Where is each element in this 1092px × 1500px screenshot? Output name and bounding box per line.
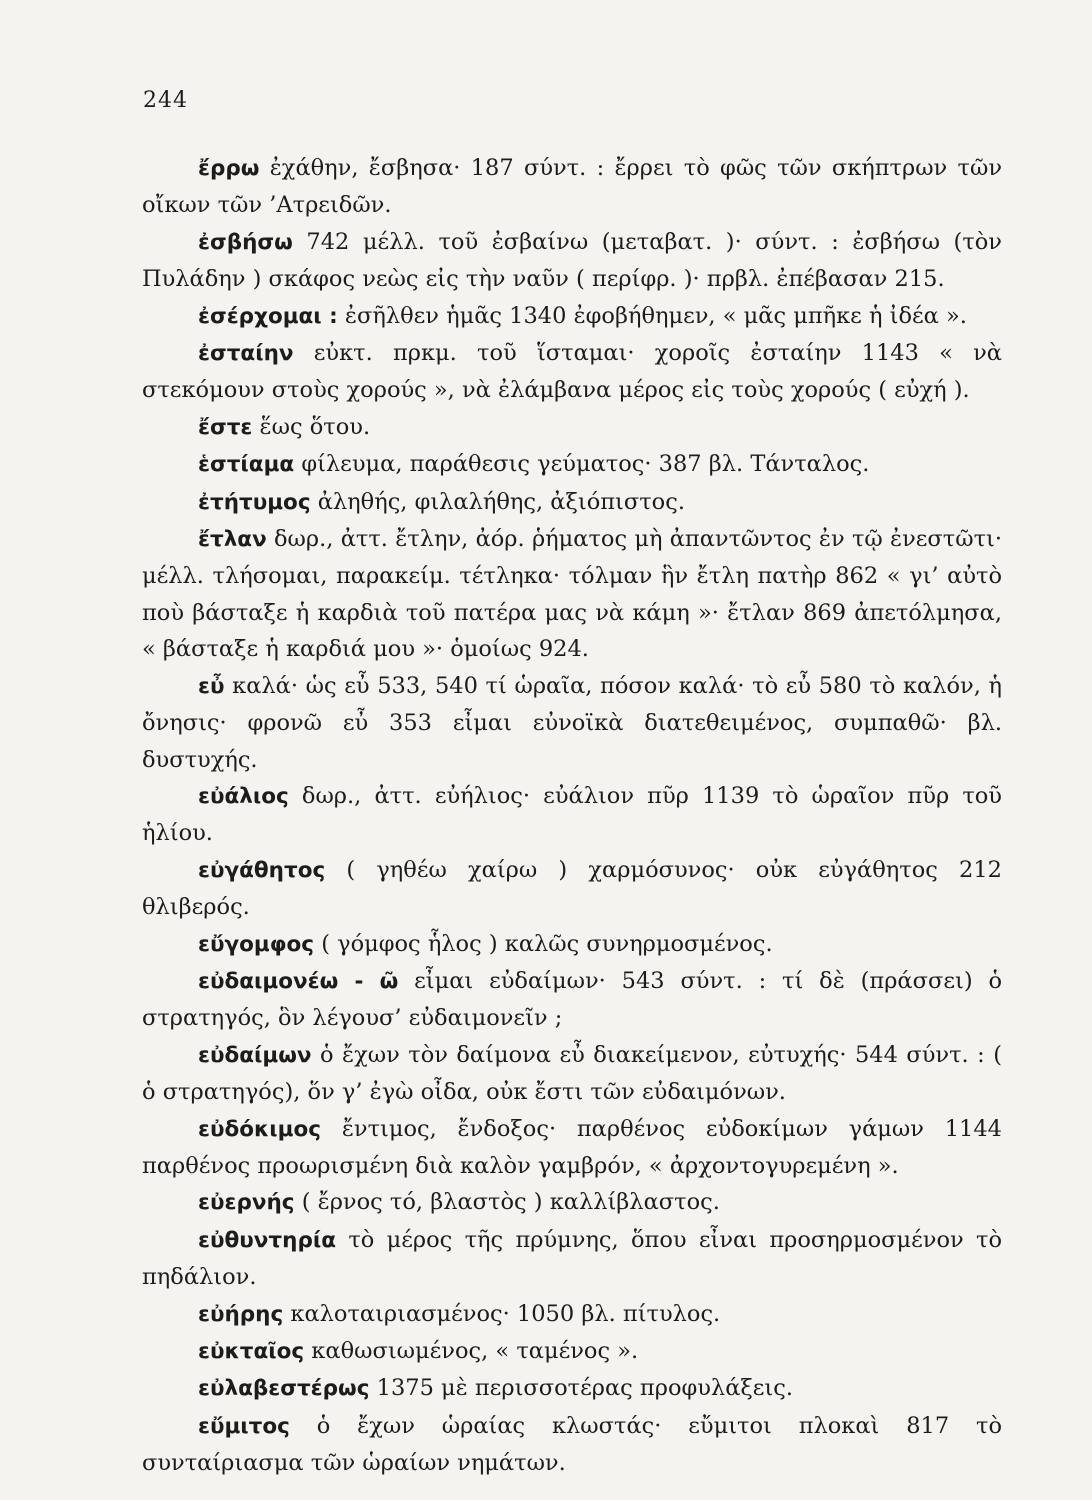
glossary-entry [142,484,1002,521]
headword: ἔρρω [198,156,260,181]
definition: τὸ μέρος τῆς πρύμνης, ὅπου εἶναι προσηρμοσμένον τὸ πηδάλιον. [142,1226,1002,1291]
glossary-entry [142,1111,1002,1185]
headword: εὐδόκιμος [198,1116,322,1142]
headword: ἔστε [198,414,253,440]
glossary-entry [142,521,1002,668]
glossary-entry [142,1037,1002,1111]
definition: ( γόμφος ἧλος ) καλῶς συνηρμοσμένος. [314,930,773,957]
headword: εὐάλιος [198,783,289,809]
glossary-entry [142,1370,1002,1407]
headword: εὔμιτος [198,1413,290,1439]
glossary-entry [142,1296,1002,1333]
definition: καλοταιριασμένος· 1050 βλ. πίτυλος. [283,1300,721,1327]
definition: εἶμαι εὐδαίμων· 543 σύντ. : τί δὲ (πράσσει) ὁ στρατηγός, ὃν λέγουσ’ εὐδαιμονεῖν ; [142,967,1002,1032]
definition: ( ἔρνος τό, βλαστὸς ) καλλίβλαστος. [294,1189,720,1216]
definition: καλά· ὡς εὖ 533, 540 τί ὡραῖα, πόσον καλά· τὸ εὖ 580 τὸ καλόν, ἡ ὄνησις· φρονῶ εὖ 353 εἶμαι εὐνοϊκὰ διατεθειμένος, συμπαθῶ· βλ. δυστυχής. [142,672,1002,773]
definition: δωρ., ἀττ. ἔτλην, ἀόρ. ῥήματος μὴ ἀπαντῶντος ἐν τῷ ἐνεστῶτι· μέλλ. τλήσομαι, παρακείμ. τέτληκα· τόλμαν ἣν ἔτλη πατὴρ 862 « γι’ αὐτὸ ποὺ βάσταξε ἡ καρδιὰ τοῦ πατέρα μας νὰ κάμη »· ἔτλαν 869 ἀπετόλμησα, « βάσταξε ἡ καρδιά μου »· ὁμοίως 924. [142,526,1002,663]
definition: ( γηθέω χαίρω ) χαρμόσυνος· οὐκ εὐγάθητος 212 θλιβερός. [142,856,1002,921]
definition: ἐχάθην, ἔσβησα· 187 σύντ. : ἔρρει τὸ φῶς τῶν σκήπτρων τῶν οἴκων τῶν ’Ατρειδῶν. [142,155,1002,219]
definition: ὁ ἔχων ὡραίας κλωστάς· εὔμιτοι πλοκαὶ 817 τὸ συνταίριασμα τῶν ὡραίων νημάτων. [142,1412,1002,1477]
glossary-entries [142,150,1002,1482]
glossary-entry [142,1333,1002,1370]
glossary-entry [142,446,1002,483]
glossary-entry [142,298,1002,335]
definition: ἀληθής, φιλαλήθης, ἀξιόπιστος. [310,488,685,515]
definition: εὐκτ. πρκμ. τοῦ ἵσταμαι· χοροῖς ἐσταίην 1143 « νὰ στεκόμουν στοὺς χορούς », νὰ ἐλάμβανα μέρος εἰς τοὺς χορούς ( εὐχή ). [142,340,1002,404]
headword: ἑστίαμα [198,452,295,478]
glossary-entry [142,668,1002,778]
glossary-entry [142,224,1002,298]
headword: εὐδαιμονέω - ῶ [198,968,399,994]
page-number: 244 [143,88,188,113]
glossary-entry [142,926,1002,963]
glossary-entry [142,1408,1002,1482]
headword: ἔτλαν [198,527,267,553]
glossary-entry [142,150,1002,224]
definition: 742 μέλλ. τοῦ ἐσβαίνω (μεταβατ. )· σύντ. : ἐσβήσω (τὸν Πυλάδην ) σκάφος νεὼς εἰς τὴν ναῦν ( περίφρ. )· πρβλ. ἐπέβασαν 215. [142,228,1002,293]
headword: ἐτήτυμος [198,489,311,515]
definition: ὁ ἔχων τὸν δαίμονα εὖ διακείμενον, εὐτυχής· 544 σύντ. : ( ὁ στρατηγός), ὅν γ’ ἐγὼ οἶδα, οὐκ ἔστι τῶν εὐδαιμόνων. [142,1041,1002,1106]
headword: ἐσέρχομαι : [198,303,338,329]
definition: ἕως ὅτου. [252,413,371,440]
headword: εὐήρης [198,1301,284,1327]
headword: εὐερνής [198,1190,295,1216]
headword: εὔγομφος [198,931,315,957]
definition: 1375 μὲ περισσοτέρας προφυλάξεις. [369,1375,794,1402]
headword: εὐλαβεστέρως [198,1376,370,1402]
headword: εὐγάθητος [198,857,326,883]
headword: εὐθυντηρία [198,1227,336,1253]
glossary-entry [142,1222,1002,1296]
definition: φίλευμα, παράθεσις γεύματος· 387 βλ. Τάνταλος. [294,451,870,478]
definition: δωρ., ἀττ. εὐήλιος· εὐάλιον πῦρ 1139 τὸ ὡραῖον πῦρ τοῦ ἡλίου. [142,782,1002,847]
glossary-entry [142,409,1002,446]
glossary-entry [142,852,1002,926]
headword: εὐδαίμων [198,1042,312,1068]
headword: εὐκταῖος [198,1339,305,1364]
definition: καθωσιωμένος, « ταμένος ». [304,1338,639,1364]
glossary-entry [142,778,1002,852]
headword: ἐσταίην [198,341,294,367]
definition: ἐσῆλθεν ἡμᾶς 1340 ἐφοβήθημεν, « μᾶς μπῆκε ἡ ἰδέα ». [337,302,967,329]
headword: εὖ [198,673,225,699]
glossary-entry [142,1184,1002,1221]
glossary-entry [142,335,1002,409]
definition: ἔντιμος, ἔνδοξος· παρθένος εὐδοκίμων γάμων 1144 παρθένος προωρισμένη διὰ καλὸν γαμβρόν, « ἀρχοντογυρεμένη ». [142,1115,1002,1179]
glossary-entry [142,963,1002,1037]
headword: ἐσβήσω [198,229,293,255]
